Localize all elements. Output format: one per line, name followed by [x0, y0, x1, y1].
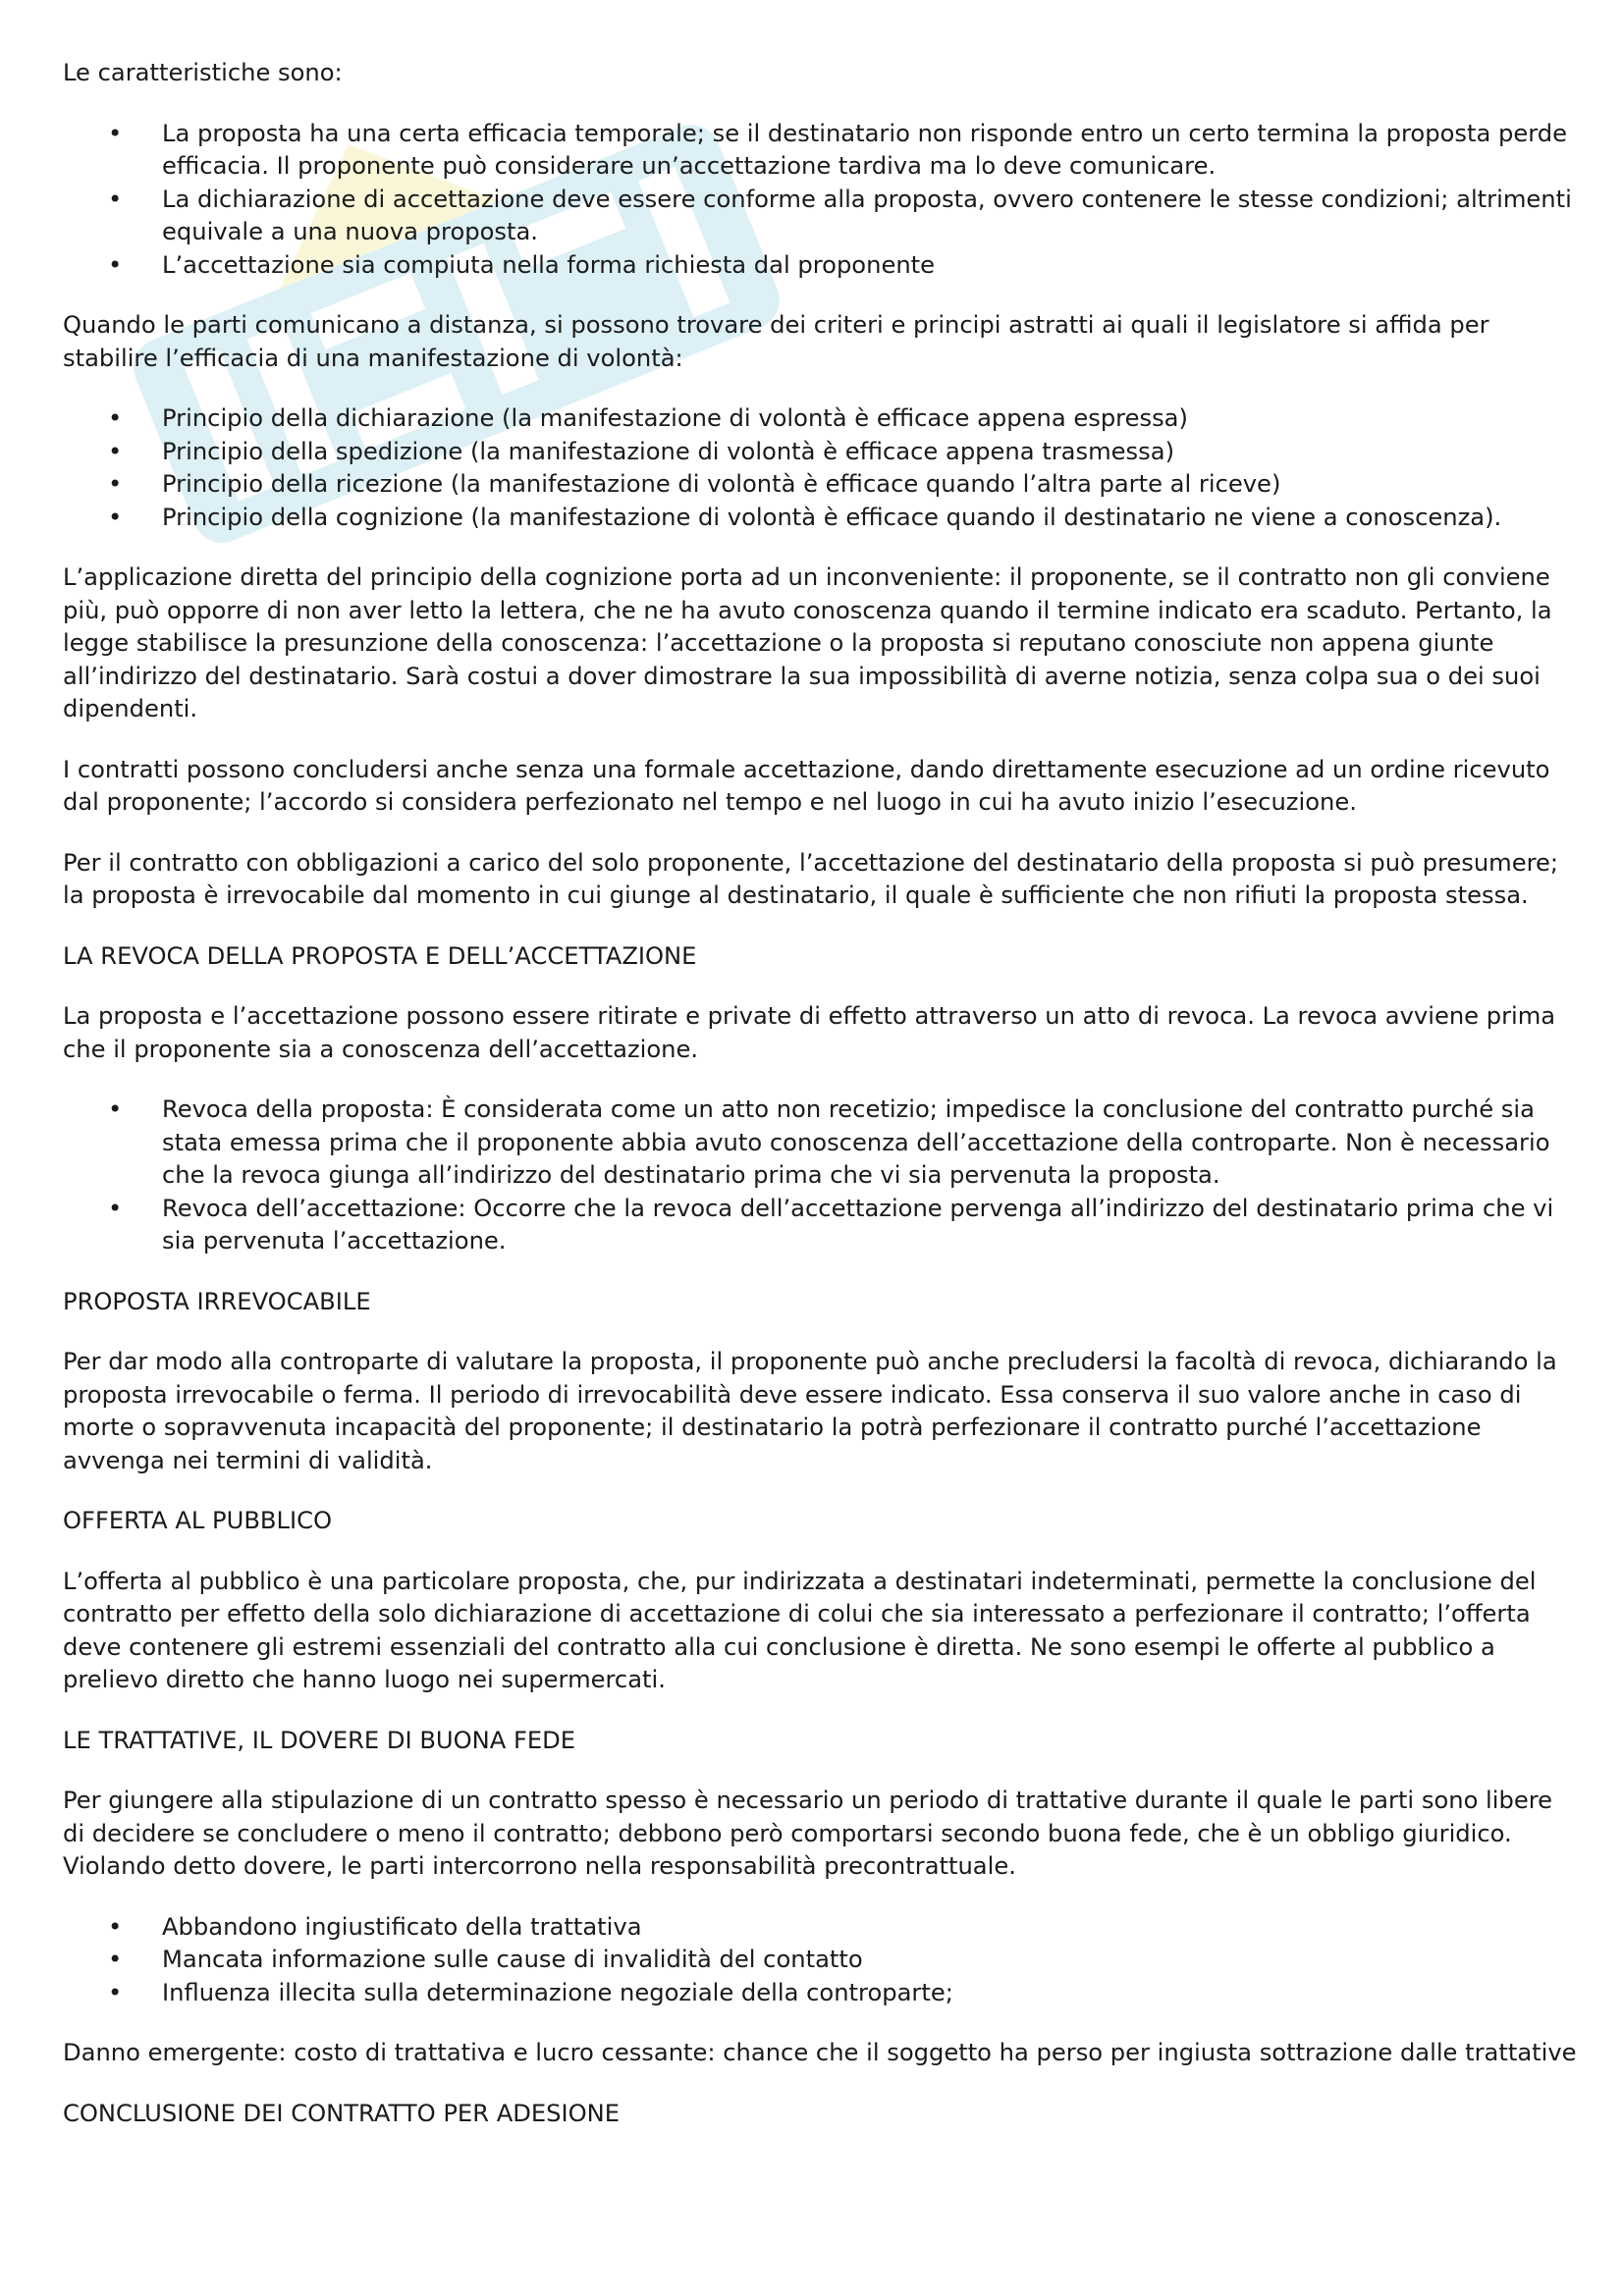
document-content [63, 57, 1580, 2158]
paragraph: Per giungere alla stipulazione di un contratto spesso è necessario un periodo di trattative durante il quale le parti sono libere di decidere se concludere o meno il contratto; debbono però comportarsi secondo buona fede, che è un obbligo giuridico. Violando detto dovere, le parti intercorrono nella responsabilità precontrattuale. [63, 1787, 1553, 1880]
section-heading: PROPOSTA IRREVOCABILE [63, 1287, 371, 1315]
list-item: • Influenza illecita sulla determinazione negoziale della controparte; [162, 1977, 1580, 2010]
list-item: • Mancata informazione sulle cause di invalidità del contatto [162, 1944, 1580, 1977]
paragraph: Danno emergente: costo di trattativa e lucro cessante: chance che il soggetto ha perso per ingiusta sottrazione dalle trattative [63, 2039, 1577, 2066]
principles-list [63, 402, 1580, 534]
paragraph: Per dar modo alla controparte di valutare la proposta, il proponente può anche precludersi la facoltà di revoca, dichiarando la proposta irrevocabile o ferma. Il periodo di irrevocabilità deve essere indicato. Essa conserva il suo valore anche in caso di morte o sopravvenuta incapacità del proponente; il destinatario la potrà perfezionare il contratto purché l’accettazione avvenga nei termini di validità. [63, 1348, 1557, 1474]
list-item: • Revoca dell’accettazione: Occorre che la revoca dell’accettazione pervenga all’indirizzo del destinatario prima che vi sia pervenuta l’accettazione. [162, 1193, 1580, 1258]
list-item: • L’accettazione sia compiuta nella forma richiesta dal proponente [162, 249, 1580, 283]
paragraph: L’offerta al pubblico è una particolare proposta, che, pur indirizzata a destinatari indeterminati, permette la conclusione del contratto per effetto della solo dichiarazione di accettazione di colui che sia interessato a perfezionare il contratto; l’offerta deve contenere gli estremi essenziali del contratto alla cui conclusione è diretta. Ne sono esempi le offerte al pubblico a prelievo diretto che hanno luogo nei supermercati. [63, 1567, 1537, 1693]
list-item: • Principio della ricezione (la manifestazione di volontà è efficace quando l’altra parte al riceve) [162, 468, 1580, 502]
section-heading: OFFERTA AL PUBBLICO [63, 1507, 333, 1534]
list-item: • Principio della dichiarazione (la manifestazione di volontà è efficace appena espressa) [162, 402, 1580, 436]
paragraph: Quando le parti comunicano a distanza, si possono trovare dei criteri e principi astratti ai quali il legislatore si affida per stabilire l’efficacia di una manifestazione di volontà: [63, 311, 1489, 372]
paragraph: I contratti possono concludersi anche senza una formale accettazione, dando direttamente esecuzione ad un ordine ricevuto dal proponente; l’accordo si considera perfezionato nel tempo e nel luogo in cui ha avuto inizio l’esecuzione. [63, 755, 1550, 816]
intro-text: Le caratteristiche sono: [63, 59, 343, 86]
paragraph: L’applicazione diretta del principio della cognizione porta ad un inconveniente: il proponente, se il contratto non gli conviene più, può opporre di non aver letto la lettera, che ne ha avuto conoscenza quando il termine indicato era scaduto. Pertanto, la legge stabilisce la presunzione della conoscenza: l’accettazione o la proposta si reputano conosciute non appena giunte all’indirizzo del destinatario. Sarà costui a dover dimostrare la sua impossibilità di averne notizia, senza colpa sua o dei suoi dipendenti. [63, 563, 1552, 722]
list-item: • Revoca della proposta: È considerata come un atto non recetizio; impedisce la conclusione del contratto purché sia stata emessa prima che il proponente abbia avuto conoscenza dell’accettazione della controparte. Non è necessario che la revoca giunga all’indirizzo del destinatario prima che vi sia pervenuta la proposta. [162, 1094, 1580, 1193]
section-heading: CONCLUSIONE DEI CONTRATTO PER ADESIONE [63, 2099, 621, 2127]
paragraph: Per il contratto con obbligazioni a carico del solo proponente, l’accettazione del destinatario della proposta si può presumere; la proposta è irrevocabile dal momento in cui giunge al destinatario, il quale è sufficiente che non rifiuti la proposta stessa. [63, 848, 1559, 909]
list-item: • La proposta ha una certa efficacia temporale; se il destinatario non risponde entro un certo termina la proposta perde efficacia. Il proponente può considerare un’accettazione tardiva ma lo deve comunicare. [162, 118, 1580, 184]
precontractual-list [63, 1911, 1580, 2010]
list-item: • Principio della spedizione (la manifestazione di volontà è efficace appena trasmessa) [162, 436, 1580, 469]
characteristics-list [63, 118, 1580, 283]
section-heading: LA REVOCA DELLA PROPOSTA E DELL’ACCETTAZIONE [63, 941, 697, 970]
list-item: • La dichiarazione di accettazione deve essere conforme alla proposta, ovvero contenere le stesse condizioni; altrimenti equivale a una nuova proposta. [162, 184, 1580, 249]
revocation-list [63, 1094, 1580, 1258]
paragraph: La proposta e l’accettazione possono essere ritirate e private di effetto attraverso un atto di revoca. La revoca avviene prima che il proponente sia a conoscenza dell’accettazione. [63, 1002, 1556, 1063]
list-item: • Abbandono ingiustificato della trattativa [162, 1911, 1580, 1945]
section-heading: LE TRATTATIVE, IL DOVERE DI BUONA FEDE [63, 1726, 576, 1754]
list-item: • Principio della cognizione (la manifestazione di volontà è efficace quando il destinatario ne viene a conoscenza). [162, 502, 1580, 535]
